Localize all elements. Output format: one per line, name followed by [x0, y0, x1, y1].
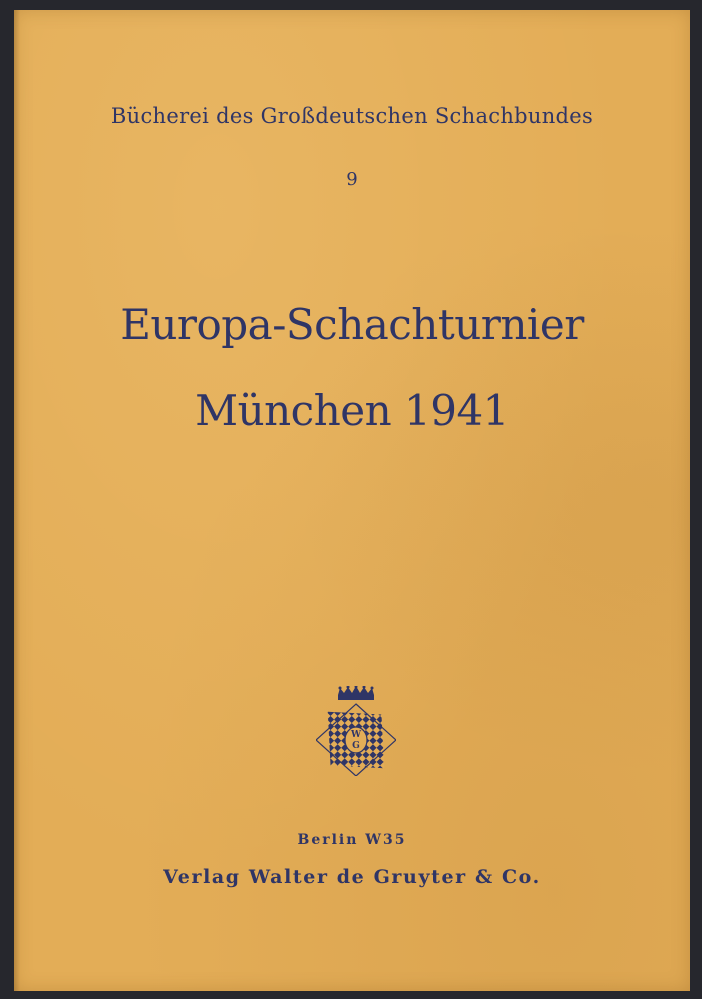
- crowned-checkered-diamond-icon: [316, 686, 396, 776]
- crown-icon: [338, 686, 374, 700]
- svg-text:G: G: [352, 741, 360, 751]
- publisher-place: Berlin W35: [297, 832, 407, 848]
- volume-number: 9: [346, 169, 358, 190]
- series-title: Bücherei des Großdeutschen Schachbundes: [110, 104, 594, 128]
- book-cover: [14, 10, 690, 991]
- publisher-name: Verlag Walter de Gruyter & Co.: [163, 866, 541, 888]
- svg-text:W: W: [350, 730, 362, 740]
- book-title-line-2: München 1941: [195, 386, 509, 435]
- book-title-line-1: Europa-Schachturnier: [120, 300, 584, 349]
